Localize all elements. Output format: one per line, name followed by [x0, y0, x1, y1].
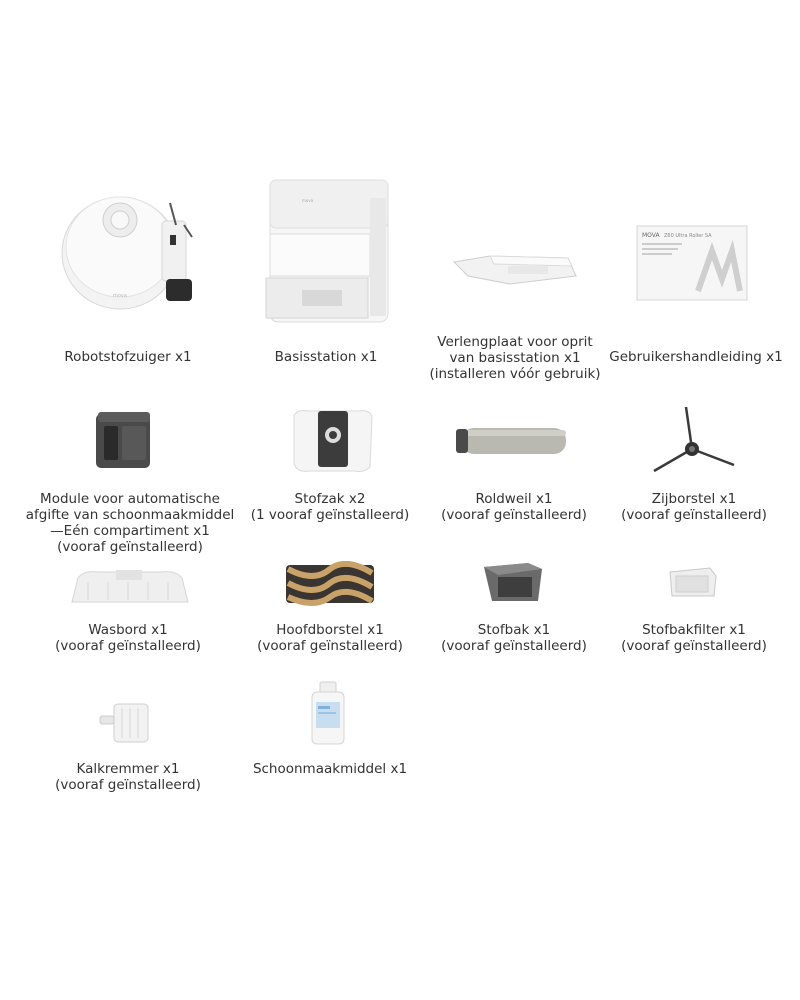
manual-icon	[636, 225, 748, 301]
item-label: Stofzak x2 (1 vooraf geïnstalleerd)	[250, 491, 410, 523]
base-station-icon	[262, 178, 394, 324]
item-label: Robotstofzuiger x1	[64, 349, 192, 365]
item-label: Schoonmaakmiddel x1	[252, 761, 408, 777]
detergent-module-icon	[92, 410, 154, 470]
item-label: Stofbak x1 (vooraf geïnstalleerd)	[441, 622, 587, 654]
item-label: Zijborstel x1 (vooraf geïnstalleerd)	[621, 491, 767, 523]
detergent-bottle-icon	[308, 680, 348, 746]
robot-vacuum-icon	[58, 185, 198, 325]
item-label: Wasbord x1 (vooraf geïnstalleerd)	[55, 622, 201, 654]
dust-bag-icon	[288, 405, 378, 475]
manual-brand: MOVA	[642, 232, 660, 239]
item-label: Roldweil x1 (vooraf geïnstalleerd)	[441, 491, 587, 523]
main-brush-icon	[284, 561, 376, 607]
manual-title: Z60 Ultra Roller SA	[664, 233, 712, 239]
item-label: Basisstation x1	[274, 349, 378, 365]
item-label: Verlengplaat voor oprit van basisstation x1 (installeren vóór gebruik)	[429, 334, 601, 382]
svg-text:mova: mova	[113, 293, 127, 299]
dust-bin-filter-icon	[666, 566, 718, 598]
item-label: Gebruikershandleiding x1	[609, 349, 783, 365]
washboard-icon	[68, 568, 190, 606]
item-label: Kalkremmer x1 (vooraf geïnstalleerd)	[55, 761, 201, 793]
roller-mop-icon	[454, 426, 570, 456]
side-brush-icon	[650, 405, 738, 477]
descaler-icon	[96, 700, 152, 746]
item-label: Hoofdborstel x1 (vooraf geïnstalleerd)	[257, 622, 403, 654]
svg-text:mova: mova	[302, 198, 314, 203]
item-label: Stofbakfilter x1 (vooraf geïnstalleerd)	[621, 622, 767, 654]
dust-bin-icon	[482, 561, 544, 603]
extension-ramp-icon	[450, 250, 580, 290]
item-label: Module voor automatische afgifte van schoonmaakmiddel —Eén compartiment x1 (vooraf geïnstalleerd)	[25, 491, 235, 555]
